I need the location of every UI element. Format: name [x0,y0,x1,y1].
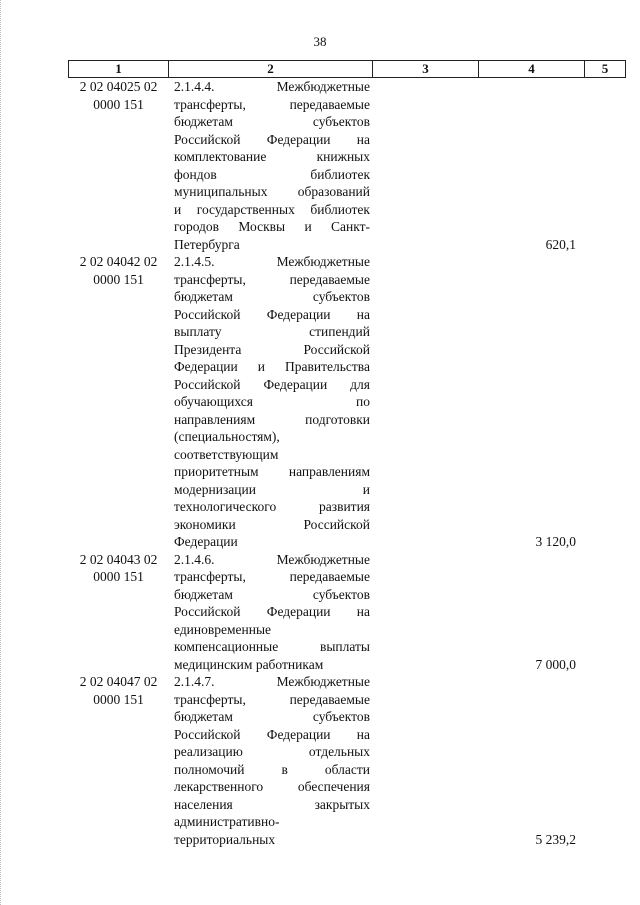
description-line: выплату стипендий [174,324,370,339]
budget-code [68,78,169,113]
description-line: полномочий в области [174,761,370,777]
description-line: бюджетам субъектов [174,586,370,602]
item-description [174,78,370,253]
budget-code [68,551,169,586]
item-description [174,253,370,551]
description-line: фондов библиотек [174,166,370,182]
amount-value: 3 120,0 [535,534,576,549]
description-line: 2.1.4.4. Межбюджетные [174,79,370,94]
scan-edge-marks [0,0,5,905]
description-line: 2.1.4.6. Межбюджетные [174,551,370,567]
description-line: населения закрытых [174,796,370,812]
description-line: трансферты, передаваемые [174,271,370,287]
budget-code-line: 2 02 04047 02 [79,674,158,689]
description-line: Российской Федерации на [174,604,370,619]
column-header-5: 5 [585,61,626,78]
amount-value: 7 000,0 [535,656,576,672]
description-line: бюджетам субъектов [174,114,370,129]
budget-code-line: 0000 151 [93,96,144,112]
budget-code-line: 0000 151 [93,569,144,584]
budget-code [68,673,169,708]
item-description [174,673,370,848]
budget-code-line: 2 02 04025 02 [79,79,158,94]
item-description [174,551,370,674]
description-line: медицинским работникам [174,656,324,672]
description-line: 2.1.4.7. Межбюджетные [174,674,370,689]
description-line: и государственных библиотек [174,201,370,217]
description-line: городов Москвы и Санкт- [174,219,370,234]
budget-code-line: 2 02 04042 02 [79,254,158,269]
page-number: 38 [313,34,327,49]
description-line: территориальных [174,831,276,847]
description-line: административно- [174,814,280,829]
description-line: обучающихся по [174,394,370,409]
description-line: Федерации и Правительства [174,359,370,374]
description-line: приоритетным направлениям [174,464,370,479]
description-line: Федерации [174,534,238,549]
description-line: Российской Федерации для [174,376,370,392]
description-line: муниципальных образований [174,184,370,199]
column-header-2: 2 [169,61,373,78]
description-line: трансферты, передаваемые [174,96,370,112]
budget-code-line: 0000 151 [93,691,144,707]
amount-value: 620,1 [545,236,576,252]
description-line: реализацию отдельных [174,744,370,759]
description-line: Российской Федерации на [174,306,370,322]
description-line: трансферты, передаваемые [174,569,370,584]
column-header-3: 3 [373,61,479,78]
description-line: Президента Российской [174,341,370,357]
description-line: бюджетам субъектов [174,289,370,304]
description-line: экономики Российской [174,516,370,532]
description-line: соответствующим [174,446,279,462]
description-line: Российской Федерации на [174,131,370,147]
description-line: единовременные [174,621,272,637]
description-line: 2.1.4.5. Межбюджетные [174,254,370,269]
budget-code-line: 2 02 04043 02 [79,551,158,567]
description-line: Петербурга [174,236,240,252]
description-line: технологического развития [174,499,370,514]
description-line: компенсационные выплаты [174,639,370,654]
column-header-table [68,60,626,78]
budget-code-line: 0000 151 [93,271,144,287]
description-line: направлениям подготовки [174,411,370,427]
column-header-4: 4 [479,61,585,78]
description-line: (специальностям), [174,429,280,444]
description-line: комплектование книжных [174,149,370,164]
description-line: трансферты, передаваемые [174,691,370,707]
description-line: Российской Федерации на [174,726,370,742]
column-header-1: 1 [69,61,169,78]
description-line: лекарственного обеспечения [174,779,370,794]
description-line: бюджетам субъектов [174,709,370,724]
description-line: модернизации и [174,481,370,497]
budget-code [68,253,169,288]
amount-value: 5 239,2 [535,831,576,847]
